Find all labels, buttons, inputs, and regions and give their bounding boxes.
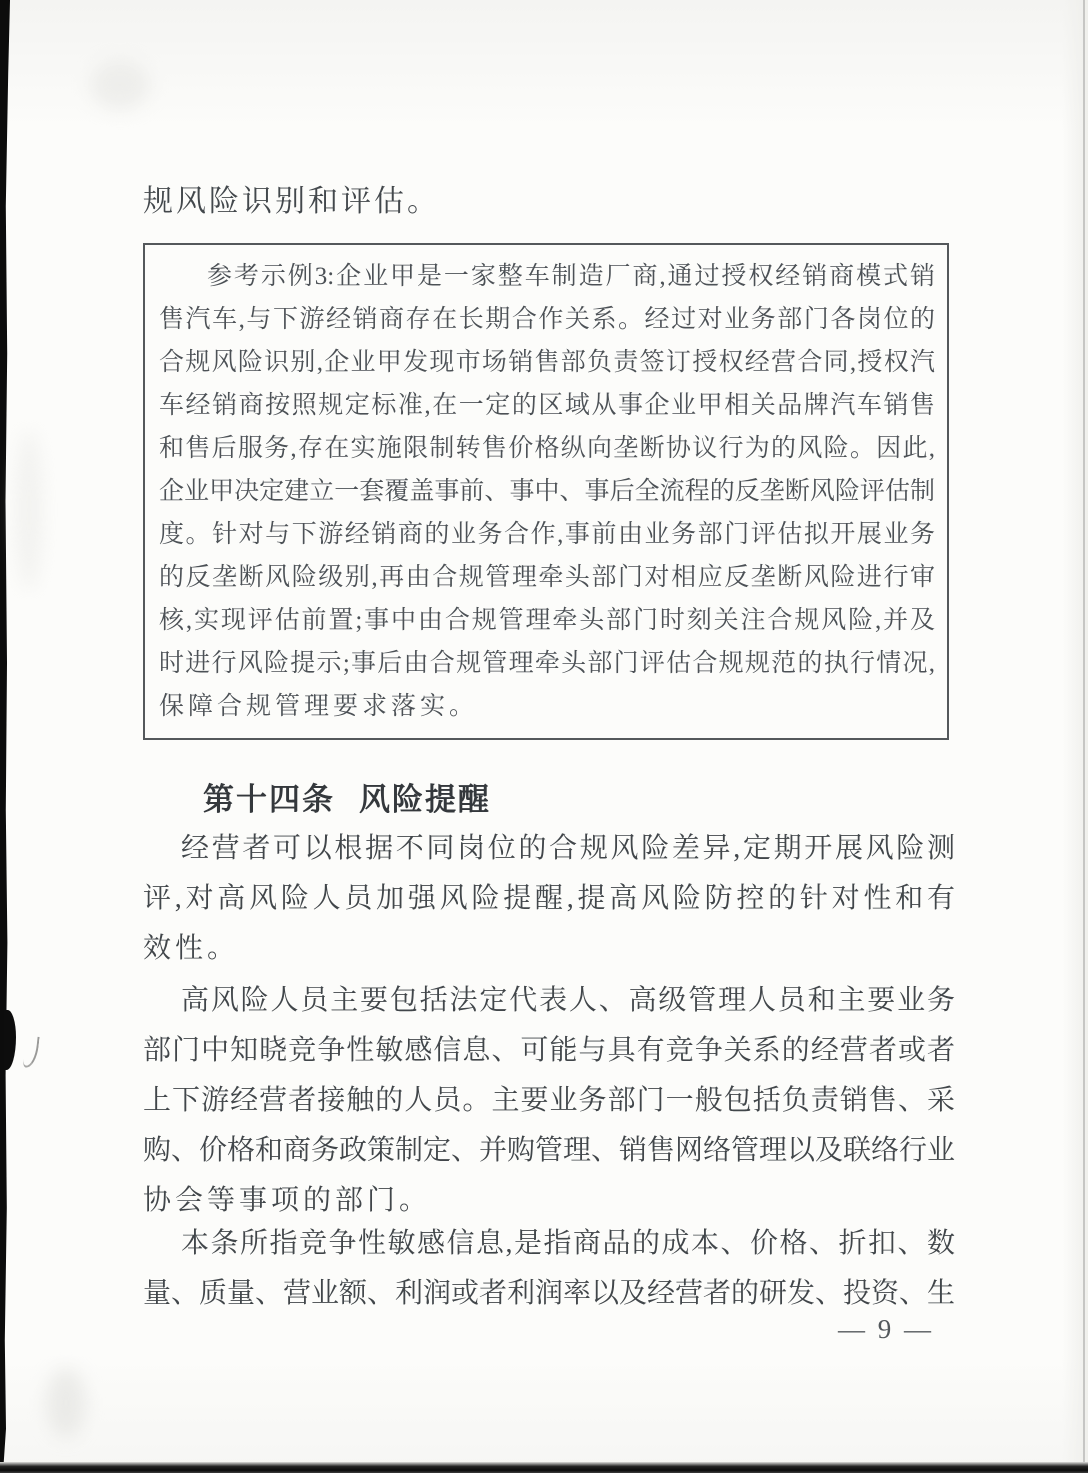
example-box-line: 核,实现评估前置;事中由合规管理牵头部门时刻关注合规风险,并及 — [159, 607, 935, 634]
left-edge-blob-artifact — [4, 1010, 16, 1070]
example-box-line: 保障合规管理要求落实。 — [159, 693, 479, 720]
body-line: 评,对高风险人员加强风险提醒,提高风险防控的针对性和有 — [143, 883, 955, 914]
body-paragraph — [143, 976, 955, 1226]
right-edge-scan-line — [1083, 0, 1085, 1473]
bottom-edge-scan-artifact — [0, 1462, 1088, 1473]
example-box-line: 的反垄断风险级别,再由合规管理牵头部门对相应反垄断风险进行审 — [159, 564, 935, 591]
body-line: 协会等事项的部门。 — [143, 1185, 432, 1216]
continuation-line: 规风险识别和评估。 — [143, 185, 440, 218]
article-title: 风险提醒 — [359, 782, 491, 817]
left-edge-scan-artifact — [0, 0, 10, 1473]
body-paragraph — [143, 1219, 955, 1319]
example-box-line: 参考示例3:企业甲是一家整车制造厂商,通过授权经销商模式销 — [207, 263, 935, 290]
body-line: 量、质量、营业额、利润或者利润率以及经营者的研发、投资、生 — [143, 1278, 955, 1309]
body-line: 部门中知晓竞争性敏感信息、可能与具有竞争关系的经营者或者 — [143, 1035, 955, 1066]
smudge-artifact — [90, 60, 150, 110]
body-line: 购、价格和商务政策制定、并购管理、销售网络管理以及联络行业 — [143, 1135, 955, 1166]
hook-smudge-artifact — [22, 1035, 39, 1068]
body-line: 经营者可以根据不同岗位的合规风险差异,定期开展风险测 — [181, 833, 955, 864]
body-line: 高风险人员主要包括法定代表人、高级管理人员和主要业务 — [181, 985, 955, 1016]
example-box-line: 合规风险识别,企业甲发现市场销售部负责签订授权经营合同,授权汽 — [159, 349, 935, 376]
example-box-line: 和售后服务,存在实施限制转售价格纵向垄断协议行为的风险。因此, — [159, 435, 935, 462]
body-line: 效性。 — [143, 933, 240, 964]
page-number: — 9 — — [838, 1314, 934, 1344]
example-box-line: 度。针对与下游经销商的业务合作,事前由业务部门评估拟开展业务 — [159, 521, 935, 548]
body-line: 本条所指竞争性敏感信息,是指商品的成本、价格、折扣、数 — [181, 1228, 955, 1259]
example-box-line: 车经销商按照规定标准,在一定的区域从事企业甲相关品牌汽车销售 — [159, 392, 935, 419]
example-box-line: 企业甲决定建立一套覆盖事前、事中、事后全流程的反垄断风险评估制 — [159, 478, 935, 505]
smudge-artifact — [46, 1368, 86, 1438]
smudge-artifact — [16, 430, 42, 590]
article-heading — [203, 774, 491, 819]
example-box-line: 时进行风险提示;事后由合规管理牵头部门评估合规规范的执行情况, — [159, 650, 935, 677]
example-box — [143, 243, 949, 740]
article-number: 第十四条 — [203, 782, 335, 817]
body-line: 上下游经营者接触的人员。主要业务部门一般包括负责销售、采 — [143, 1085, 955, 1116]
body-paragraph — [143, 824, 955, 974]
example-box-line: 售汽车,与下游经销商存在长期合作关系。经过对业务部门各岗位的 — [159, 306, 935, 333]
